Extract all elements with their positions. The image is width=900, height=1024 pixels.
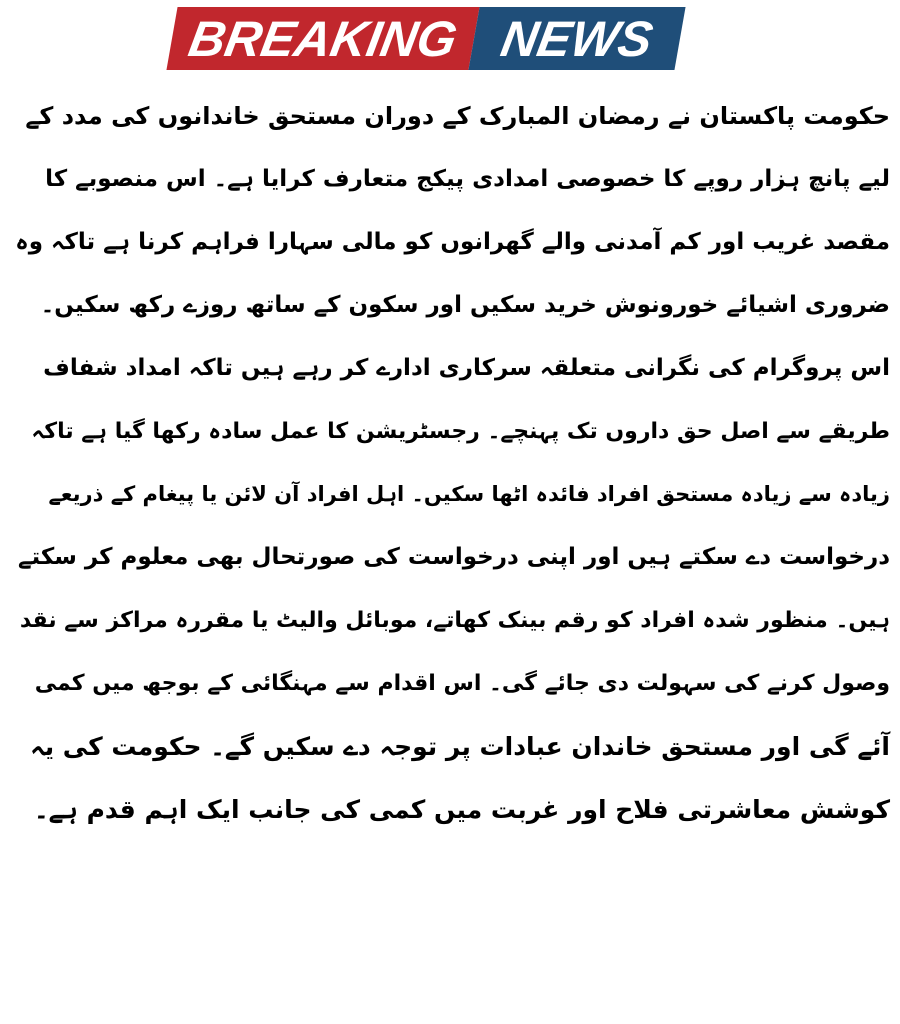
article-line: کوشش معاشرتی فلاح اور غربت میں کمی کی جانب ایک اہم قدم ہے۔	[33, 795, 890, 824]
news-label: NEWS	[468, 7, 685, 70]
article-line: درخواست دے سکتے ہیں اور اپنی درخواست کی صورتحال بھی معلوم کر سکتے	[17, 544, 890, 570]
article-line: آئے گی اور مستحق خاندان عبادات پر توجہ دے سکیں گے۔ حکومت کی یہ	[30, 732, 890, 761]
breaking-news-banner	[166, 7, 685, 70]
article-line: طریقے سے اصل حق داروں تک پہنچے۔ رجسٹریشن کا عمل سادہ رکھا گیا ہے تاکہ	[31, 419, 890, 444]
article-line: لیے پانچ ہزار روپے کا خصوصی امدادی پیکج متعارف کرایا ہے۔ اس منصوبے کا	[45, 166, 890, 192]
article-body	[10, 85, 890, 841]
article-line: زیادہ سے زیادہ مستحق افراد فائدہ اٹھا سکیں۔ اہل افراد آن لائن یا پیغام کے ذریعے	[48, 482, 890, 506]
article-line: مقصد غریب اور کم آمدنی والے گھرانوں کو مالی سہارا فراہم کرنا ہے تاکہ وہ	[15, 229, 890, 255]
breaking-label: BREAKING	[166, 7, 479, 70]
article-line: اس پروگرام کی نگرانی متعلقہ سرکاری ادارے کر رہے ہیں تاکہ امداد شفاف	[43, 355, 890, 381]
article-line: ہیں۔ منظور شدہ افراد کو رقم بینک کھاتے، موبائل والیٹ یا مقررہ مراکز سے نقد	[19, 608, 890, 633]
article-line: حکومت پاکستان نے رمضان المبارک کے دوران مستحق خاندانوں کی مدد کے	[25, 102, 890, 130]
article-line: وصول کرنے کی سہولت دی جائے گی۔ اس اقدام سے مہنگائی کے بوجھ میں کمی	[34, 671, 890, 696]
article-line: ضروری اشیائے خورونوش خرید سکیں اور سکون کے ساتھ روزے رکھ سکیں۔	[40, 292, 890, 318]
